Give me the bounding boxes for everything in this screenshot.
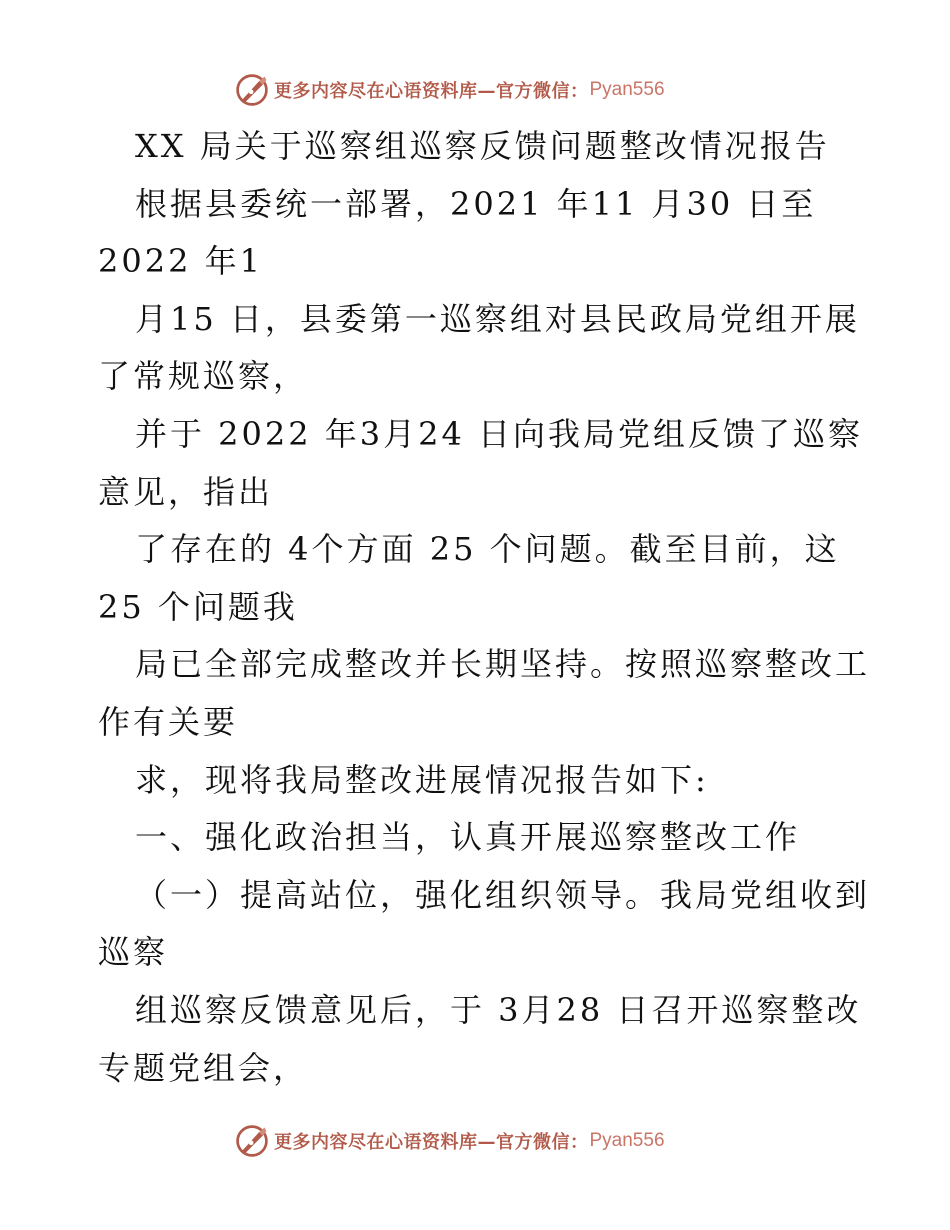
paragraph-line: 根据县委统一部署，2021 年11 月30 日至 xyxy=(135,184,817,223)
paragraph-line: 巡察 xyxy=(98,933,169,972)
paragraph-line: 月15 日，县委第一巡察组对县民政局党组开展 xyxy=(135,299,860,338)
watermark-account: Pyan556 xyxy=(589,79,665,100)
paragraph-line: 组巡察反馈意见后，于 3月28 日召开巡察整改 xyxy=(135,990,862,1029)
paragraph-line: 求，现将我局整改进展情况报告如下: xyxy=(135,760,709,799)
watermark-text: 更多内容尽在心语资料库—官方微信： xyxy=(274,1132,589,1153)
document-title: XX 局关于巡察组巡察反馈问题整改情况报告 xyxy=(135,127,830,165)
paragraph-line: 了常规巡察， xyxy=(98,357,309,396)
watermark-account: Pyan556 xyxy=(589,1130,665,1151)
paragraph-line: 了存在的 4个方面 25 个问题。截至目前，这 xyxy=(135,530,840,569)
paragraph-line: 局已全部完成整改并长期坚持。按照巡察整改工 xyxy=(135,645,871,684)
quill-pen-logo-icon xyxy=(234,72,270,108)
subsection-heading: （一）提高站位，强化组织领导。我局党组收到 xyxy=(135,875,871,914)
watermark-banner-top xyxy=(234,70,665,110)
watermark-banner-bottom xyxy=(234,1121,665,1161)
paragraph-line: 专题党组会， xyxy=(98,1048,309,1087)
quill-pen-logo-icon xyxy=(234,1123,270,1159)
section-heading: 一、强化政治担当，认真开展巡察整改工作 xyxy=(135,818,801,857)
paragraph-line: 作有关要 xyxy=(98,702,239,741)
paragraph-line: 并于 2022 年3月24 日向我局党组反馈了巡察 xyxy=(135,414,864,453)
paragraph-line: 意见，指出 xyxy=(98,472,274,511)
paragraph-line: 2022 年1 xyxy=(98,242,263,281)
watermark-text: 更多内容尽在心语资料库—官方微信： xyxy=(274,81,589,102)
paragraph-line: 25 个问题我 xyxy=(98,587,298,626)
document-body xyxy=(98,118,871,1097)
